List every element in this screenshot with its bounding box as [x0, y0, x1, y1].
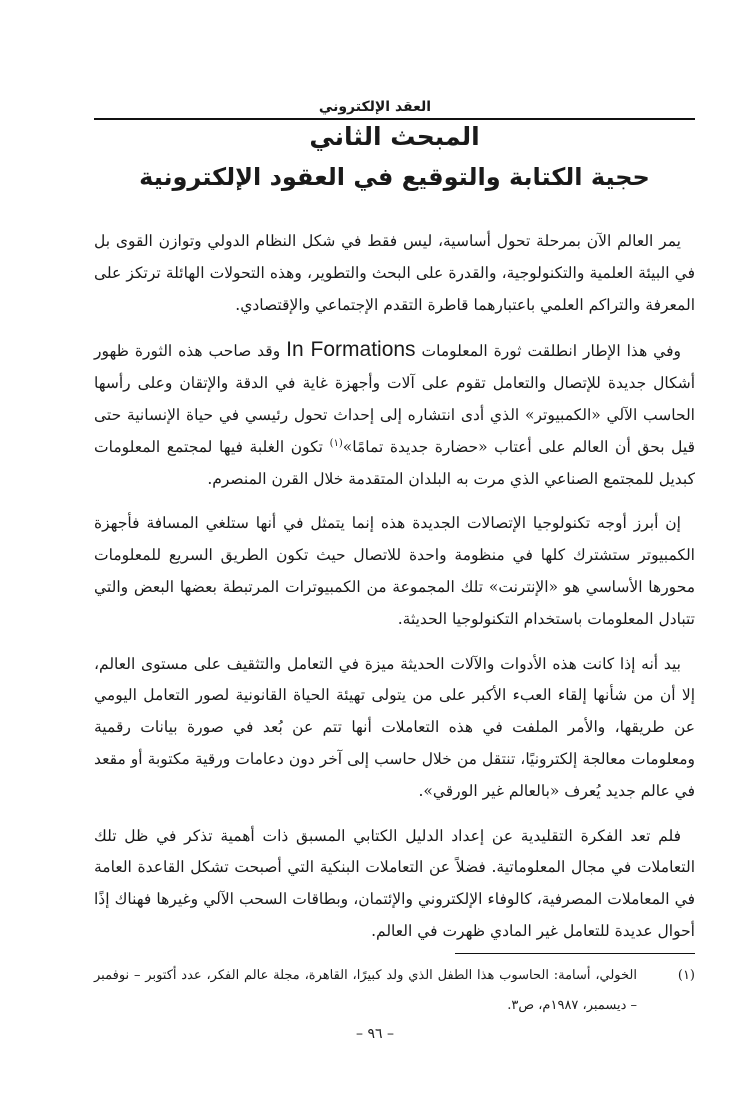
paragraph-4: بيد أنه إذا كانت هذه الأدوات والآلات الحديثة ميزة في التعامل والتثقيف على مستوى العالم، إلا أن من شأنها إلقاء العبء الأكبر على من يتولى تهيئة الحياة القانونية لصور التعامل اليومي عن طريقها، والأمر الملفت في هذه التعاملات أنها تتم عن بُعد في صورة بيانات رقمية ومعلومات معالجة إلكترونيًا، تنتقل من خلال حاسب إلى آخر دون دعامات ورقية مكتوبة أو مقعد في عالم جديد يُعرف «بالعالم غير الورقي».	[94, 654, 695, 800]
section-title: المبحث الثاني	[309, 122, 480, 151]
footnote	[94, 961, 695, 1021]
paragraph-1: يمر العالم الآن بمرحلة تحول أساسية، ليس فقط في شكل النظام الدولي وتوازن القوى بل في البيئة العلمية والتكنولوجية، والقدرة على البحث والتطوير، وهذه التحولات الهائلة ترتكز على المعرفة والتراكم العلمي باعتبارهما قاطرة التقدم الإجتماعي والإقتصادي.	[94, 232, 695, 314]
running-header: العقد الإلكتروني	[318, 99, 432, 115]
footnote-reference[interactable]: (١)	[329, 437, 343, 449]
body-text	[94, 226, 695, 961]
footnote-number: (١)	[677, 968, 695, 983]
paragraph-2-part-c: تكون الغلبة فيها لمجتمع المعلومات كبديل للمجتمع الصناعي الذي مرت به البلدان المتقدمة خلال القرن المنصرم.	[94, 437, 695, 488]
paragraph-2-part-b: وقد صاحب هذه الثورة ظهور أشكال جديدة للإتصال والتعامل تقوم على آلات وأجهزة غاية في الدقة والإتقان وعلى رأسها الحاسب الآلي «الكمبيوتر» الذي أدى انتشاره إلى إحداث تحول رئيسي في حياة الإنسانية حتى قيل بحق أن العالم على أعتاب «حضارة جديدة تمامًا»	[94, 342, 695, 456]
paragraph-2	[94, 334, 695, 495]
paragraph-3: إن أبرز أوجه تكنولوجيا الإتصالات الجديدة هذه إنما يتمثل في أنها ستلغي المسافة فأجهزة الكمبيوتر ستشترك كلها في منظومة واحدة للاتصال حيث تكون الطريق السريع للمعلومات محورها الأساسي هو «الإنترنت» تلك المجموعة من الكمبيوترات المرتبطة بعضها البعض والتي تتبادل المعلومات باستخدام التكنولوجيا الحديثة.	[94, 514, 695, 628]
paragraph-2-part-a: وفي هذا الإطار انطلقت ثورة المعلومات	[421, 342, 681, 361]
latin-term: In Formations	[286, 338, 416, 362]
section-subtitle: حجية الكتابة والتوقيع في العقود الإلكترونية	[139, 163, 650, 191]
footnote-text: الخولي، أسامة: الحاسوب هذا الطفل الذي ولد كبيرًا، القاهرة، مجلة عالم الفكر، عدد أكتوبر – نوفمبر – ديسمبر، ١٩٨٧م، ص٣.	[94, 968, 637, 1013]
paragraph-5: فلم تعد الفكرة التقليدية عن إعداد الدليل الكتابي المسبق ذات أهمية تذكر في ظل تلك التعاملات في مجال المعلوماتية. فضلاً عن التعاملات البنكية التي أصبحت تشكل القاعدة العامة في المعاملات المصرفية، كالوفاء الإلكتروني والإئتمان، وبطاقات السحب الآلي وغيرها فهناك إذًا أحوال عديدة للتعامل غير المادي ظهرت في العالم.	[94, 826, 695, 940]
footnote-rule	[455, 953, 695, 954]
page-number: – ٩٦ –	[356, 1026, 394, 1042]
